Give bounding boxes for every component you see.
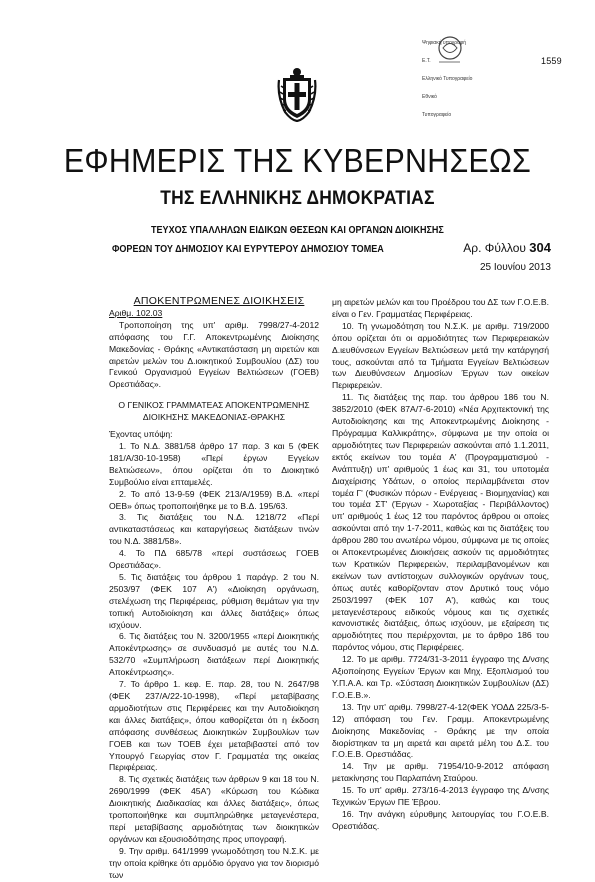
stamp-line: Ε.Τ. [422,58,431,64]
paragraph: 11. Τις διατάξεις της παρ. του άρθρου 186 του Ν. 3852/2010 (ΦΕΚ 87Α/7-6-2010) «Νέα Αρχιτεκτονική της Αυτοδιοίκησης και της Αποκεντρωμένης Διοίκησης - Πρόγραμμα Καλλικράτης», σύμφωνα με την οποία οι αρμοδιότητες των Περιφερειών ασκούνται από 1.1.2011, εκτός εκείνων του τομέα Α' (Προγραμματισμού - Ανάπτυξη) υπ' αριθμούς 1 έως και 31, του υποτομέα Διαχείρισης Υδάτων, ο οποίος περιλαμβάνεται στον τομέα Γ' (Φυσικών πόρων - Ενέργειας - Βιομηχανίας) και του τομέα ΣΤ' (Έργων - Χωροταξίας - Περιβάλλοντος) υπ' αριθμούς 1 έως 12 του παρόντος άρθρου οι οποίες ασκούνται από την 1-7-2011, καθώς και τις διατάξεις του άρθρου 280 του ανωτέρω νόμου, σύμφωνα με τις οποίες οι Αποκεντρωμένες Διοικήσεις ασκούν τις αρμοδιότητες των Κρατικών Περιφερειών, περιλαμβανομένων και εκείνων των αντίστοιχων συλλογικών οργάνων τους, όπως αυτές καθορίζονταν στον Δρυτικό τους νόμο 2503/1997 (ΦΕΚ 107 Α'), καθώς και τους μεταγενέστερους ειδικούς νόμους και τις σχετικές κανονιστικές διατάξεις, όπως ισχύουν, με εξαίρεση τις αρμοδιότητες που περιέρχονται, με το άρθρο 186 του παρόντος νόμου, στις Περιφέρειες. [332,392,549,653]
paragraph: 6. Τις διατάξεις του Ν. 3200/1955 «περί Διοικητικής Αποκέντρωσης» σε συνδυασμό με αυτές του Ν.Δ. 532/70 «Συμπλήρωση διατάξεων περί Διοικητικής Αποκέντρωσης». [109,631,319,678]
left-column [109,296,319,882]
paragraph: 4. Το ΠΔ 685/78 «περί συστάσεως ΓΟΕΒ Ορεστιάδας». [109,548,319,571]
issuing-authority: Ο ΓΕΝΙΚΟΣ ΓΡΑΜΜΑΤΕΑΣ ΑΠΟΚΕΝΤΡΩΜΕΝΗΣ ΔΙΟΙΚΗΣΗΣ ΜΑΚΕΔΟΝΙΑΣ-ΘΡΑΚΗΣ [118,400,310,423]
stamp-lines [422,28,472,130]
paragraph: 5. Τις διατάξεις του άρθρου 1 παράγρ. 2 του Ν. 2503/97 (ΦΕΚ 107 Α') «Διοίκηση οργάνωση, στελέχωση της Περιφέρειας, ρύθμιση θεμάτων για την τοπική Αυτοδιοίκηση και άλλες διατάξεις» όπως ισχύουν. [109,571,319,630]
stamp-line: Ελληνικό Τυπογραφείο [422,76,473,82]
digital-signature-stamp [422,28,473,118]
paragraph: 8. Τις σχετικές διατάξεις των άρθρων 9 και 18 του Ν. 2690/1999 (ΦΕΚ 45Α') «Κύρωση του Κώδικα Διοικητικής Διαδικασίας και άλλες διατάξεις», όπως τροποποιήθηκε και συμπληρώθηκε μεταγενέστερα, περί μεταβίβασης αρμοδιότητας των διοικητικών οργάνων και εξουσιοδότησης προς υπογραφή. [109,774,319,844]
masthead-subtitle: ΤΗΣ ΕΛΛΗΝΙΚΗΣ ΔΗΜΟΚΡΑΤΙΑΣ [160,188,435,209]
paragraph: Έχοντας υπόψη: [109,429,173,440]
paragraph: 16. Την ανάγκη εύρυθμης λειτουργίας του Γ.Ο.Ε.Β. Ορεστιάδας. [332,808,549,831]
paragraph: 7. Το άρθρο 1. κεφ. Ε. παρ. 28, του Ν. 2647/98 (ΦΕΚ 237/Α/22-10-1998), «Περί μεταβίβασης αρμοδιοτήτων στις Περιφέρειες και την Αυτοδιοίκηση και άλλες διατάξεις», όπου καθορίζεται ότι η έκδοση απόφασης συνθέσεως Διοικητικών Συμβουλίων των ΓΟΕΒ και των ΤΟΕΒ έχει μεταβιβαστεί από τον Υπουργό Γεωργίας στον Γ. Γραμματέα της οικείας Περιφέρειας. [109,679,319,773]
masthead-title: ΕΦΗΜΕΡΙΣ ΤΗΣ ΚΥΒΕΡΝΗΣΕΩΣ [63,142,532,179]
stamp-line: Τυπογραφείο [422,112,452,118]
decision-number: Αριθμ. 102.03 [109,307,163,318]
coat-of-arms-icon [277,66,317,122]
sheet-number [463,240,551,255]
decision-subject: Τροποποίηση της υπ' αριθμ. 7998/27-4-2012 απόφασης του Γ.Γ. Αποκεντρωμένης Διοίκησης Μακεδονίας - Θράκης «Αντικατάσταση μη αιρετών και αιρετών μελών του Δ.ιοικητικού Συμβουλίου (ΔΣ) του Γενικού Οργανισμού Εγγείων Βελτιώσεων (ΓΟΕΒ) Ορεστιάδας». [109,319,319,390]
section-heading: ΑΠΟΚΕΝΤΡΩΜΕΝΕΣ ΔΙΟΙΚΗΣΕΙΣ [133,295,305,307]
paragraph: 12. Το με αριθμ. 7724/31-3-2011 έγγραφο της Δ/νσης Αξιοποίησης Εγγείων Έργων και Μηχ. Εξοπλισμού του Υ.Π.Α.Α. και Τρ. «Σύσταση Διοικητικών Συμβουλίων (ΔΣ) Γ.Ο.Ε.Β.». [332,654,549,700]
sheet-number-value: 304 [529,240,551,255]
paragraph: 15. Το υπ' αριθμ. 273/16-4-2013 έγγραφο της Δ/νσης Τεχνικών Έργων ΠΕ Έβρου. [332,785,549,808]
sheet-number-label: Αρ. Φύλλου [463,241,526,255]
paragraph: 10. Τη γνωμοδότηση του Ν.Σ.Κ. με αριθμ. 719/2000 όπου ορίζεται ότι οι αρμοδιότητες των Περιφερειακών Δ.ιευθύνσεων Εγγείων Βελτιώσεων μετά την κατάργησή τους, ασκούνται από τα Τμήματα Εγγείων Βελτιώσεων των Διευθύνσεων Δημοσίων Έργων των οικείων Περιφερειών. [332,320,549,391]
issue-date: 25 Ιουνίου 2013 [480,262,551,273]
paragraph: 14. Την με αριθμ. 71954/10-9-2012 απόφαση μετακίνησης του Παρλαπάνη Σταύρου. [332,761,549,784]
page-number: 1559 [541,56,562,66]
stamp-line: Εθνικό [422,94,437,100]
stamp-line: Ψηφιακή υπογραφή [422,40,467,46]
issue-series-line1: ΤΕΥΧΟΣ ΥΠΑΛΛΗΛΩΝ ΕΙΔΙΚΩΝ ΘΕΣΕΩΝ ΚΑΙ ΟΡΓΑΝΩΝ ΔΙΟΙΚΗΣΗΣ [151,224,444,236]
paragraph: μη αιρετών μελών και του Προέδρου του ΔΣ των Γ.Ο.Ε.Β. είναι ο Γεν. Γραμματέας Περιφέρειας. [332,297,549,319]
paragraph: 2. Το από 13-9-59 (ΦΕΚ 213/Α/1959) Β.Δ. «περί ΟΕΒ» όπως τροποποιήθηκε με το Β.Δ. 195/63. [109,488,319,511]
paragraph: 3. Τις διατάξεις του Ν.Δ. 1218/72 «Περί αντικαταστάσεως και καταργήσεως διατάξεων τινών του Ν.Δ. 3881/58». [109,512,319,547]
paragraph: 1. Το Ν.Δ. 3881/58 άρθρο 17 παρ. 3 και 5 (ΦΕΚ 181/Α/30-10-1958) «Περί έργων Εγγείων Βελτιώσεων», όπου ορίζεται ότι το Διοικητικό Συμβούλιο είναι επταμελές. [109,440,319,487]
issue-series-line2: ΦΟΡΕΩΝ ΤΟΥ ΔΗΜΟΣΙΟΥ ΚΑΙ ΕΥΡΥΤΕΡΟΥ ΔΗΜΟΣΙΟΥ ΤΟΜΕΑ [112,243,384,255]
right-column [332,297,549,833]
paragraph: 13. Την υπ' αριθμ. 7998/27-4-12(ΦΕΚ ΥΟΔΔ 225/3-5-12) απόφαση του Γεν. Γραμμ. Αποκεντρωμένης Διοίκησης Μακεδονίας - Θράκης με την οποία διορίστηκαν τα μη αιρετά και αιρετά μέλη του Δ.Σ. του Γ.Ο.Ε.Β. Ορεστιάδας. [332,701,549,760]
paragraph: 9. Την αριθμ. 641/1999 γνωμοδότηση του Ν.Σ.Κ. με την οποία κρίθηκε ότι αρμόδιο όργανο για τον διορισμό των [109,845,319,880]
